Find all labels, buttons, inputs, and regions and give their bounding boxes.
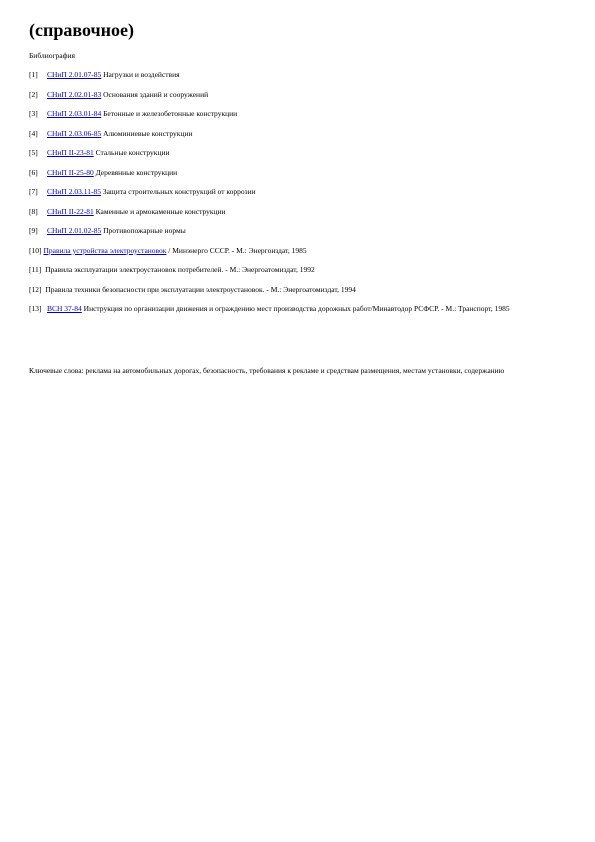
bibliography-number: [1] (29, 70, 38, 79)
bibliography-link[interactable]: СНиП II-23-81 (47, 148, 94, 157)
bibliography-title: Алюминиевые конструкции (101, 128, 193, 138)
bibliography-item (29, 226, 569, 236)
bibliography-item (29, 285, 569, 295)
bibliography-number: [2] (29, 89, 38, 99)
bibliography-link[interactable]: СНиП II-25-80 (47, 167, 94, 177)
bibliography-number: [10] (29, 245, 42, 255)
bibliography-title: Стальные конструкции (93, 148, 170, 157)
bibliography-link[interactable]: СНиП 2.03.11-85 (47, 187, 101, 196)
bibliography-link[interactable]: СНиП 2.01.02-85 (47, 226, 102, 235)
bibliography-number: [7] (29, 187, 38, 196)
bibliography-list (29, 70, 569, 324)
bibliography-item (29, 148, 569, 158)
keywords-paragraph: Ключевые слова: реклама на автомобильных дорогах, безопасность, требования к рекламе и средствам размещения, местам установки, содержанию (29, 366, 505, 375)
bibliography-item (29, 129, 569, 139)
bibliography-item (29, 187, 569, 197)
bibliography-title: Нагрузки и воздействия (101, 70, 180, 79)
bibliography-item (29, 168, 569, 178)
bibliography-title: Противопожарные нормы (101, 226, 186, 235)
bibliography-item (29, 304, 569, 315)
bibliography-item (29, 90, 569, 100)
bibliography-number: [13] (29, 304, 42, 313)
bibliography-number: [5] (29, 148, 38, 157)
appendix-heading: (справочное) (29, 20, 135, 40)
bibliography-link[interactable]: СНиП 2.01.07-85 (47, 70, 102, 79)
bibliography-title: / Минэнерго СССР. - М.: Энергоиздат, 1985 (166, 245, 307, 255)
bibliography-title: Основания зданий и сооружений (101, 89, 209, 99)
bibliography-title: Правила техники безопасности при эксплуатации электроустановок. - М.: Энергоатомиздат, 1994 (43, 284, 356, 294)
bibliography-item (29, 109, 569, 119)
bibliography-item (29, 207, 569, 217)
bibliography-link[interactable]: ВСН 37-84 (47, 304, 82, 313)
bibliography-number: [11] (29, 265, 42, 274)
bibliography-title: Правила эксплуатации электроустановок потребителей. - М.: Энергоатомиздат, 1992 (43, 265, 315, 274)
bibliography-heading: Библиография (29, 51, 75, 60)
bibliography-item (29, 70, 569, 80)
bibliography-link[interactable]: СНиП 2.02.01-83 (47, 89, 102, 99)
bibliography-number: [12] (29, 284, 42, 294)
bibliography-link[interactable]: СНиП 2.03.06-85 (47, 128, 102, 138)
bibliography-number: [9] (29, 226, 38, 235)
bibliography-link[interactable]: Правила устройства электроустановок (43, 245, 167, 255)
bibliography-link[interactable]: СНиП II-22-81 (47, 206, 94, 216)
bibliography-number: [6] (29, 167, 38, 177)
bibliography-title: Инструкция по организации движения и ограждению мест производства дорожных работ/Минавтодор РСФСР. - М.: Транспорт, 1985 (81, 304, 510, 313)
bibliography-title: Деревянные конструкции (93, 167, 178, 177)
bibliography-number: [3] (29, 109, 38, 118)
bibliography-item (29, 265, 569, 275)
bibliography-link[interactable]: СНиП 2.03.01-84 (47, 109, 102, 118)
bibliography-item (29, 246, 569, 256)
bibliography-title: Бетонные и железобетонные конструкции (101, 109, 238, 118)
bibliography-number: [8] (29, 206, 38, 216)
bibliography-number: [4] (29, 128, 38, 138)
bibliography-title: Защита строительных конструкций от коррозии (100, 187, 256, 196)
bibliography-title: Каменные и армокаменные конструкции (93, 206, 226, 216)
